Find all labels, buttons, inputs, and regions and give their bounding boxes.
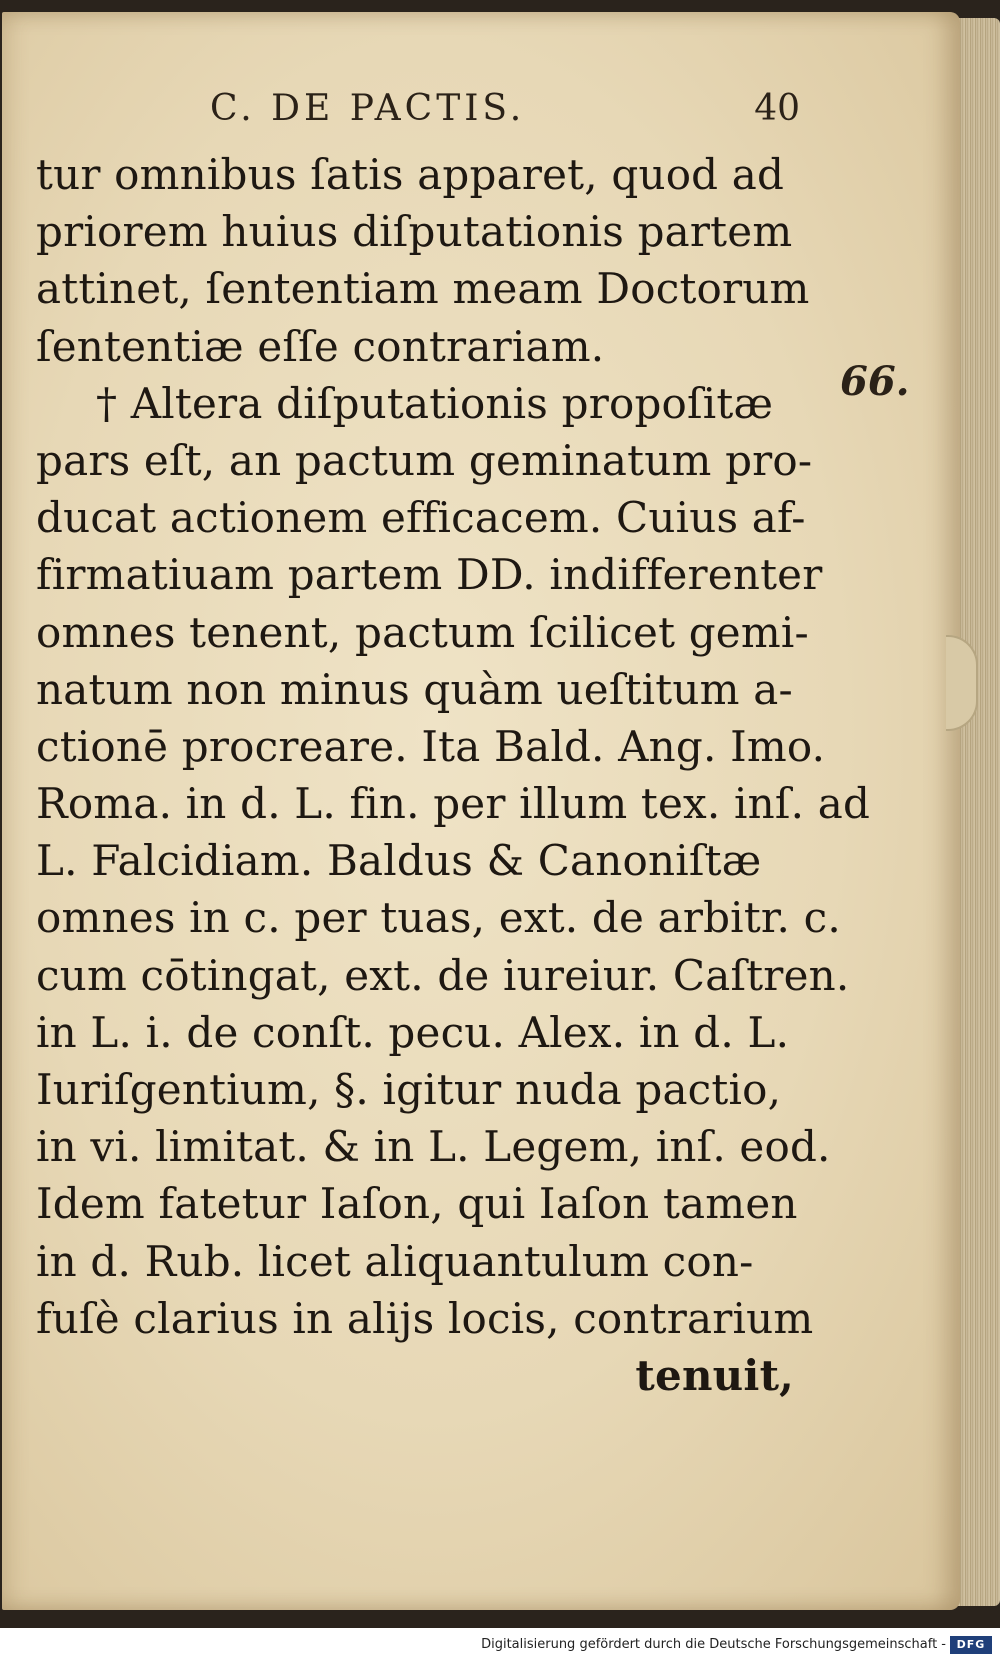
text-line: L. Falcidiam. Baldus & Canoniſtæ [36,836,762,886]
text-line: † Altera diſputationis propoſitæ [96,378,774,428]
text-line: attinet, ſententiam meam Doctorum [36,264,810,314]
funding-credit: Digitalisierung gefördert durch die Deutsche Forschungsgemeinschaft - [481,1637,946,1652]
page-header [210,88,800,144]
page-edges [956,18,1000,1606]
folio-number: 40 [754,88,800,129]
catchword: tenuit, [635,1350,794,1400]
text-line: Roma. in d. L. fin. per illum tex. inſ. ad [36,779,871,829]
footer-bar [0,1628,1000,1664]
page-tab-notch [946,635,978,731]
text-line: ducat actionem efficacem. Cuius af- [36,493,806,543]
dfg-logo-icon: DFG [950,1636,992,1654]
text-line: in L. i. de conſt. pecu. Alex. in d. L. [36,1007,790,1057]
text-line: omnes in c. per tuas, ext. de arbitr. c. [36,893,841,943]
text-line: firmatiuam partem DD. indifferenter [36,550,823,600]
text-line: Idem fatetur Iaſon, qui Iaſon tamen [36,1179,798,1229]
text-line: Iuriſgentium, §. igitur nuda pactio, [36,1065,782,1114]
text-line: omnes tenent, pactum ſcilicet gemi- [36,607,809,657]
text-line: tur omnibus ſatis apparet, quod ad [36,150,785,199]
text-line: pars eſt, an pactum geminatum pro- [36,435,813,485]
text-line: in d. Rub. licet aliquantulum con- [36,1236,754,1286]
text-line: in vi. limitat. & in L. Legem, inſ. eod. [36,1122,831,1172]
body-text [36,146,871,1404]
text-line: priorem huius diſputationis partem [36,207,793,257]
text-line: ſententiæ eſſe contrariam. [36,321,605,371]
text-line: ctionē procreare. Ita Bald. Ang. Imo. [36,721,826,771]
text-line: cum cōtingat, ext. de iureiur. Caſtren. [36,950,850,1000]
margin-note: 66. [840,358,910,405]
running-head: C. DE PACTIS. [210,88,526,129]
text-line: natum non minus quàm ueſtitum a- [36,664,793,714]
text-line: fuſè clarius in alijs locis, contrarium [36,1293,814,1343]
